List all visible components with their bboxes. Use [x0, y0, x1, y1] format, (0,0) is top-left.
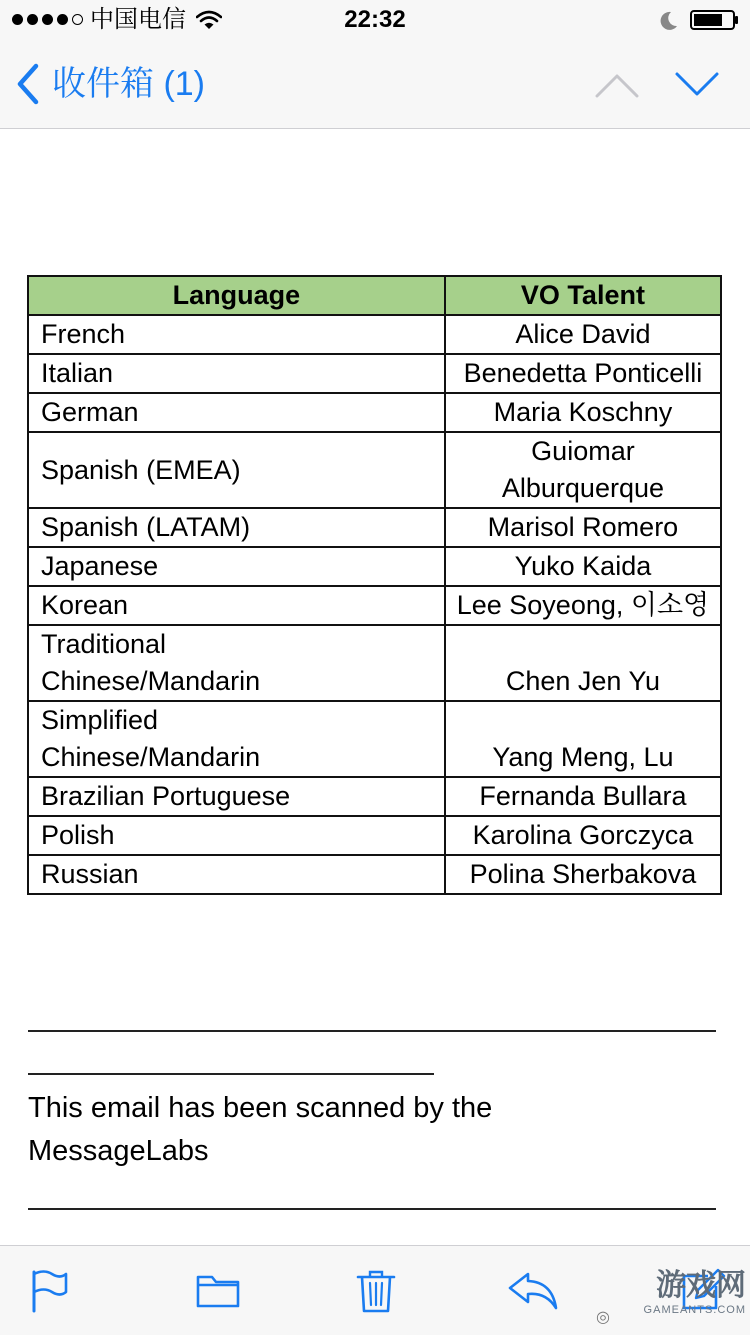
- talent-cell: Benedetta Ponticelli: [445, 354, 721, 393]
- table-row: [28, 315, 721, 354]
- talent-cell: Polina Sherbakova: [445, 855, 721, 894]
- vo-talent-table: [27, 275, 722, 895]
- language-cell: Italian: [28, 354, 445, 393]
- table-row: [28, 432, 721, 508]
- table-row: [28, 393, 721, 432]
- back-to-inbox-button[interactable]: [14, 62, 205, 106]
- table-row: [28, 625, 721, 701]
- talent-cell: Yang Meng, Lu: [445, 701, 721, 777]
- table-row: [28, 586, 721, 625]
- talent-cell: Marisol Romero: [445, 508, 721, 547]
- table-header-row: [28, 276, 721, 315]
- carrier-name: 中国电信: [90, 6, 186, 33]
- talent-cell: Fernanda Bullara: [445, 777, 721, 816]
- language-cell: Polish: [28, 816, 445, 855]
- talent-cell: Guiomar Alburquerque: [445, 432, 721, 508]
- column-header-vo-talent: VO Talent: [445, 276, 721, 315]
- folder-icon[interactable]: [194, 1266, 242, 1314]
- table-row: [28, 547, 721, 586]
- language-cell: French: [28, 315, 445, 354]
- language-cell: Japanese: [28, 547, 445, 586]
- talent-cell: Lee Soyeong, 이소영: [445, 586, 721, 625]
- gameants-watermark: [586, 1269, 746, 1329]
- bottom-toolbar: [0, 1245, 750, 1335]
- navigation-bar: [0, 40, 750, 129]
- language-cell: German: [28, 393, 445, 432]
- separator-line: [28, 1030, 716, 1032]
- talent-cell: Karolina Gorczyca: [445, 816, 721, 855]
- column-header-language: Language: [28, 276, 445, 315]
- battery-icon: [690, 10, 740, 30]
- table-row: [28, 816, 721, 855]
- language-cell: Spanish (LATAM): [28, 508, 445, 547]
- table-row: [28, 777, 721, 816]
- separator-line: [28, 1073, 434, 1075]
- talent-cell: Chen Jen Yu: [445, 625, 721, 701]
- chevron-left-icon: [14, 62, 42, 106]
- watermark-url: GAMEANTS.COM: [643, 1304, 746, 1316]
- language-cell: Brazilian Portuguese: [28, 777, 445, 816]
- moon-icon: [657, 10, 679, 32]
- talent-cell: Maria Koschny: [445, 393, 721, 432]
- talent-cell: Yuko Kaida: [445, 547, 721, 586]
- table-row: [28, 354, 721, 393]
- table-row: [28, 855, 721, 894]
- language-cell: Spanish (EMEA): [28, 432, 445, 508]
- trash-icon[interactable]: [352, 1266, 400, 1314]
- next-message-button[interactable]: [672, 66, 722, 102]
- language-cell: Simplified Chinese/Mandarin: [28, 701, 445, 777]
- table-row: [28, 701, 721, 777]
- back-button-label: 收件箱 (1): [52, 65, 205, 103]
- table-row: [28, 508, 721, 547]
- reply-icon[interactable]: [506, 1266, 560, 1314]
- language-cell: Korean: [28, 586, 445, 625]
- watermark-logo: 游戏网: [656, 1269, 746, 1302]
- separator-line: [28, 1208, 716, 1210]
- talent-cell: Alice David: [445, 315, 721, 354]
- clock: 22:32: [344, 6, 406, 33]
- message-body[interactable]: [0, 129, 750, 1245]
- scan-notice: This email has been scanned by the MessageLabs: [28, 1092, 493, 1167]
- language-cell: Russian: [28, 855, 445, 894]
- weibo-watermark-icon: ◎: [596, 1309, 610, 1326]
- flag-icon[interactable]: [26, 1266, 74, 1314]
- previous-message-button[interactable]: [592, 66, 642, 102]
- status-bar: [0, 0, 750, 40]
- language-cell: Traditional Chinese/Mandarin: [28, 625, 445, 701]
